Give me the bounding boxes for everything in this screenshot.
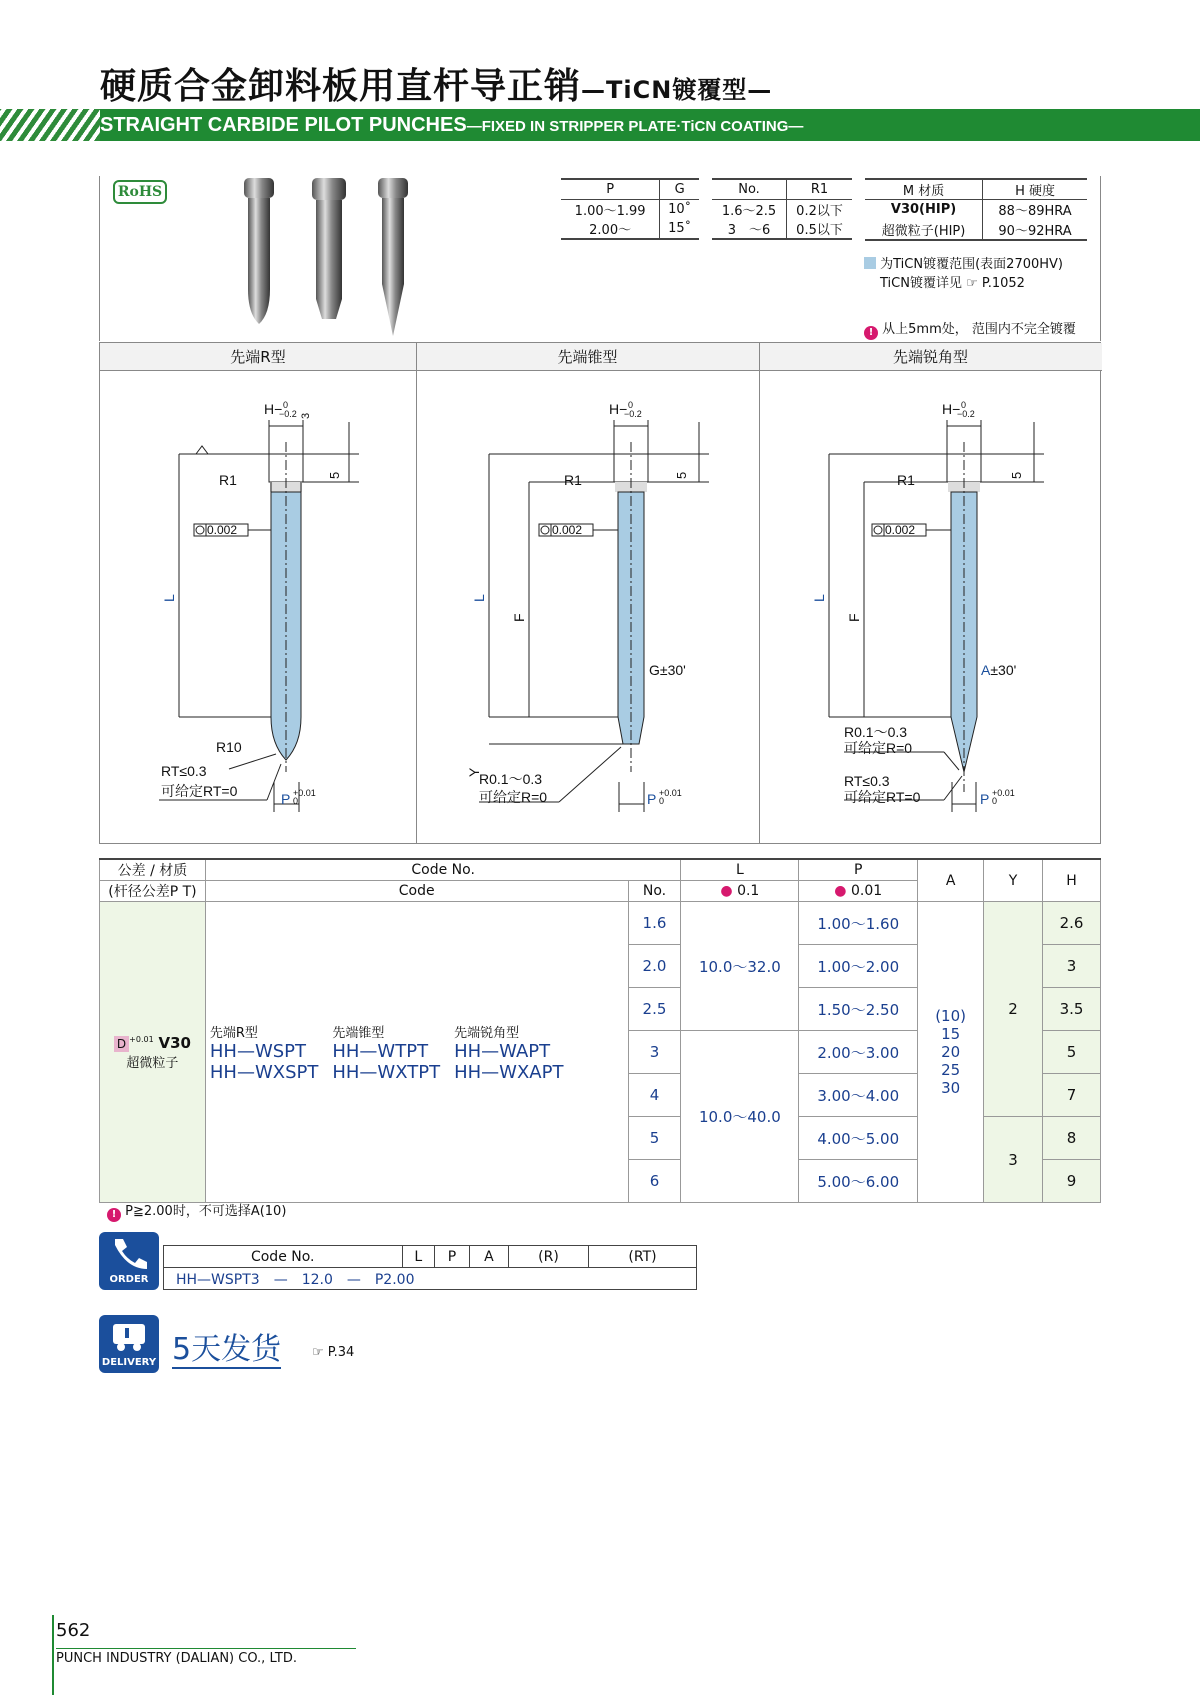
svg-text:+0.01: +0.01 bbox=[293, 788, 316, 798]
row-h: 8 bbox=[1042, 1117, 1100, 1160]
row-no: 5 bbox=[628, 1117, 681, 1160]
row-h: 5 bbox=[1042, 1031, 1100, 1074]
svg-text:P: P bbox=[980, 791, 990, 807]
l-range-2: 10.0～40.0 bbox=[681, 1031, 799, 1203]
technical-drawings bbox=[99, 372, 1101, 842]
svg-text:3: 3 bbox=[300, 412, 312, 419]
svg-text:5: 5 bbox=[674, 471, 689, 479]
diagram-head-taper: 先端锥型 bbox=[416, 343, 759, 371]
order-icon: ORDER bbox=[99, 1232, 159, 1290]
svg-text:0: 0 bbox=[659, 796, 665, 806]
svg-text:0: 0 bbox=[961, 400, 967, 410]
labels-sharp-type bbox=[811, 400, 1024, 807]
svg-text:5: 5 bbox=[1009, 471, 1024, 479]
table-footnote: ! P≧2.00时，不可选择A(10) bbox=[107, 1200, 286, 1222]
page-number: 562 bbox=[56, 1620, 91, 1641]
hdr-code-no: Code No. bbox=[205, 859, 681, 881]
row-p: 1.00～1.60 bbox=[799, 902, 918, 945]
hdr-tolerance: 公差 / 材质 bbox=[100, 859, 206, 881]
label-r01-taper: R0.1～0.3 bbox=[479, 771, 543, 787]
pin-sharp-photo bbox=[378, 178, 408, 336]
pin-photos bbox=[230, 174, 430, 339]
company-name: PUNCH INDUSTRY (DALIAN) CO., LTD. bbox=[56, 1648, 356, 1666]
svg-text:F: F bbox=[846, 613, 862, 622]
order-example-table: Code No. L P A (R) (RT) HH—WSPT3 — 12.0 — P2.00 bbox=[163, 1245, 697, 1290]
footer-line bbox=[52, 1615, 54, 1695]
code-cell bbox=[205, 902, 628, 1203]
y-value-1: 2 bbox=[984, 902, 1043, 1117]
label-r1: R1 bbox=[219, 472, 237, 488]
delivery-ref: ☞ P.34 bbox=[312, 1345, 355, 1360]
pg-table: P G 1.00～1.99 10˚ 2.00～ 15˚ bbox=[561, 178, 699, 240]
row-h: 2.6 bbox=[1042, 902, 1100, 945]
svg-text:−0.2: −0.2 bbox=[279, 409, 297, 419]
hdr-p-step: ● 0.01 bbox=[799, 881, 918, 902]
label-r02-taper: 可给定R=0 bbox=[479, 789, 548, 805]
svg-text:0: 0 bbox=[283, 400, 289, 410]
hdr-code: Code bbox=[205, 881, 628, 902]
row-h: 3 bbox=[1042, 945, 1100, 988]
svg-text:0: 0 bbox=[293, 796, 299, 806]
svg-text:F: F bbox=[511, 613, 527, 622]
partial-coating-note: ! 从上5mm处， 范围内不完全镀覆 bbox=[864, 318, 1076, 340]
row-no: 2.0 bbox=[628, 945, 681, 988]
svg-text:H−: H− bbox=[609, 401, 628, 417]
row-no: 1.6 bbox=[628, 902, 681, 945]
pin-taper-photo bbox=[312, 178, 346, 319]
order-example: HH—WSPT3 — 12.0 — P2.00 bbox=[164, 1268, 697, 1290]
pin-r-photo bbox=[244, 178, 274, 324]
hdr-no: No. bbox=[628, 881, 681, 902]
svg-text:0: 0 bbox=[992, 796, 998, 806]
page-title: 硬质合金卸料板用直杆导正销—TiCN镀覆型— bbox=[100, 66, 773, 107]
material-table: M 材质 H 硬度 V30(HIP) 88～89HRA 超微粒子(HIP) 90～92HRA bbox=[865, 178, 1087, 241]
delivery-days: 5天发货 bbox=[172, 1332, 282, 1367]
code-type-taper: 先端锥型 HH—WTPT HH—WXTPT bbox=[332, 1025, 441, 1083]
svg-text:−0.2: −0.2 bbox=[624, 409, 642, 419]
labels-r-type bbox=[161, 400, 342, 807]
title-en-sub: —FIXED IN STRIPPER PLATE·TiCN COATING— bbox=[466, 118, 804, 135]
coating-detail-note: TiCN镀覆详见 ☞ P.1052 bbox=[880, 276, 1025, 291]
dim-h: H− bbox=[264, 401, 283, 417]
row-no: 2.5 bbox=[628, 988, 681, 1031]
delivery-icon: DELIVERY bbox=[99, 1315, 159, 1373]
coating-swatch bbox=[864, 257, 876, 269]
hdr-tolerance2: (杆径公差P T) bbox=[100, 881, 206, 902]
a-values: (10) 15 20 25 30 bbox=[918, 902, 984, 1203]
hdr-y: Y bbox=[984, 859, 1043, 902]
hdr-p: P bbox=[799, 859, 918, 881]
row-h: 3.5 bbox=[1042, 988, 1100, 1031]
row-no: 4 bbox=[628, 1074, 681, 1117]
row-p: 3.00～4.00 bbox=[799, 1074, 918, 1117]
svg-text:P: P bbox=[647, 791, 657, 807]
svg-text:L: L bbox=[811, 594, 827, 602]
row-p: 1.00～2.00 bbox=[799, 945, 918, 988]
svg-text:可给定R=0: 可给定R=0 bbox=[844, 740, 913, 756]
title-bar bbox=[0, 109, 1200, 141]
svg-text:Y: Y bbox=[466, 767, 482, 777]
rohs-badge: RoHS bbox=[113, 180, 167, 204]
svg-text:+0.01: +0.01 bbox=[659, 788, 682, 798]
tolerance-material-cell: D $^{+0.01}$ V30 超微粒子 bbox=[100, 902, 206, 1203]
r1-table: No. R1 1.6～2.5 0.2以下 3 ～6 0.5以下 bbox=[712, 178, 852, 240]
warning-icon: ! bbox=[864, 326, 878, 340]
l-range-1: 10.0～32.0 bbox=[681, 902, 799, 1031]
svg-text:RT≤0.3: RT≤0.3 bbox=[844, 773, 890, 789]
code-type-sharp: 先端锐角型 HH—WAPT HH—WXAPT bbox=[454, 1025, 564, 1083]
svg-text:0.002: 0.002 bbox=[552, 523, 583, 537]
svg-text:+0.01: +0.01 bbox=[992, 788, 1015, 798]
svg-text:R0.1～0.3: R0.1～0.3 bbox=[844, 724, 908, 740]
flatness-value: 0.002 bbox=[207, 523, 238, 537]
hdr-l: L bbox=[681, 859, 799, 881]
row-p: 2.00～3.00 bbox=[799, 1031, 918, 1074]
y-value-2: 3 bbox=[984, 1117, 1043, 1203]
dim-p: P bbox=[281, 791, 291, 807]
svg-text:0.002: 0.002 bbox=[885, 523, 916, 537]
label-g-angle: G±30' bbox=[649, 662, 686, 678]
labels-taper-type bbox=[466, 400, 689, 807]
dim-l: L bbox=[161, 594, 177, 602]
hdr-h: H bbox=[1042, 859, 1100, 902]
svg-text:−0.2: −0.2 bbox=[957, 409, 975, 419]
row-p: 1.50～2.50 bbox=[799, 988, 918, 1031]
row-p: 4.00～5.00 bbox=[799, 1117, 918, 1160]
code-type-r: 先端R型 HH—WSPT HH—WXSPT bbox=[209, 1025, 319, 1083]
diagram-head-r: 先端R型 bbox=[100, 343, 416, 371]
title-en: STRAIGHT CARBIDE PILOT PUNCHES bbox=[100, 114, 467, 136]
label-rt2: 可给定RT=0 bbox=[161, 783, 238, 799]
svg-text:R1: R1 bbox=[897, 472, 915, 488]
coating-note: 为TiCN镀覆范围(表面2700HV) bbox=[864, 253, 1063, 272]
label-a-angle: A±30' bbox=[981, 662, 1017, 678]
row-no: 3 bbox=[628, 1031, 681, 1074]
svg-text:可给定RT=0: 可给定RT=0 bbox=[844, 789, 921, 805]
label-r10: R10 bbox=[216, 739, 242, 755]
hdr-a: A bbox=[918, 859, 984, 902]
svg-text:5: 5 bbox=[327, 471, 342, 479]
row-p: 5.00～6.00 bbox=[799, 1160, 918, 1203]
label-rt: RT≤0.3 bbox=[161, 763, 207, 779]
hdr-l-step: ● 0.1 bbox=[681, 881, 799, 902]
svg-text:H−: H− bbox=[942, 401, 961, 417]
row-h: 9 bbox=[1042, 1160, 1100, 1203]
svg-text:R1: R1 bbox=[564, 472, 582, 488]
row-no: 6 bbox=[628, 1160, 681, 1203]
warning-icon: ! bbox=[107, 1208, 121, 1222]
svg-text:0: 0 bbox=[628, 400, 634, 410]
svg-text:L: L bbox=[471, 594, 487, 602]
product-table bbox=[99, 858, 1101, 1203]
row-h: 7 bbox=[1042, 1074, 1100, 1117]
diagram-head-sharp: 先端锐角型 bbox=[759, 343, 1102, 371]
